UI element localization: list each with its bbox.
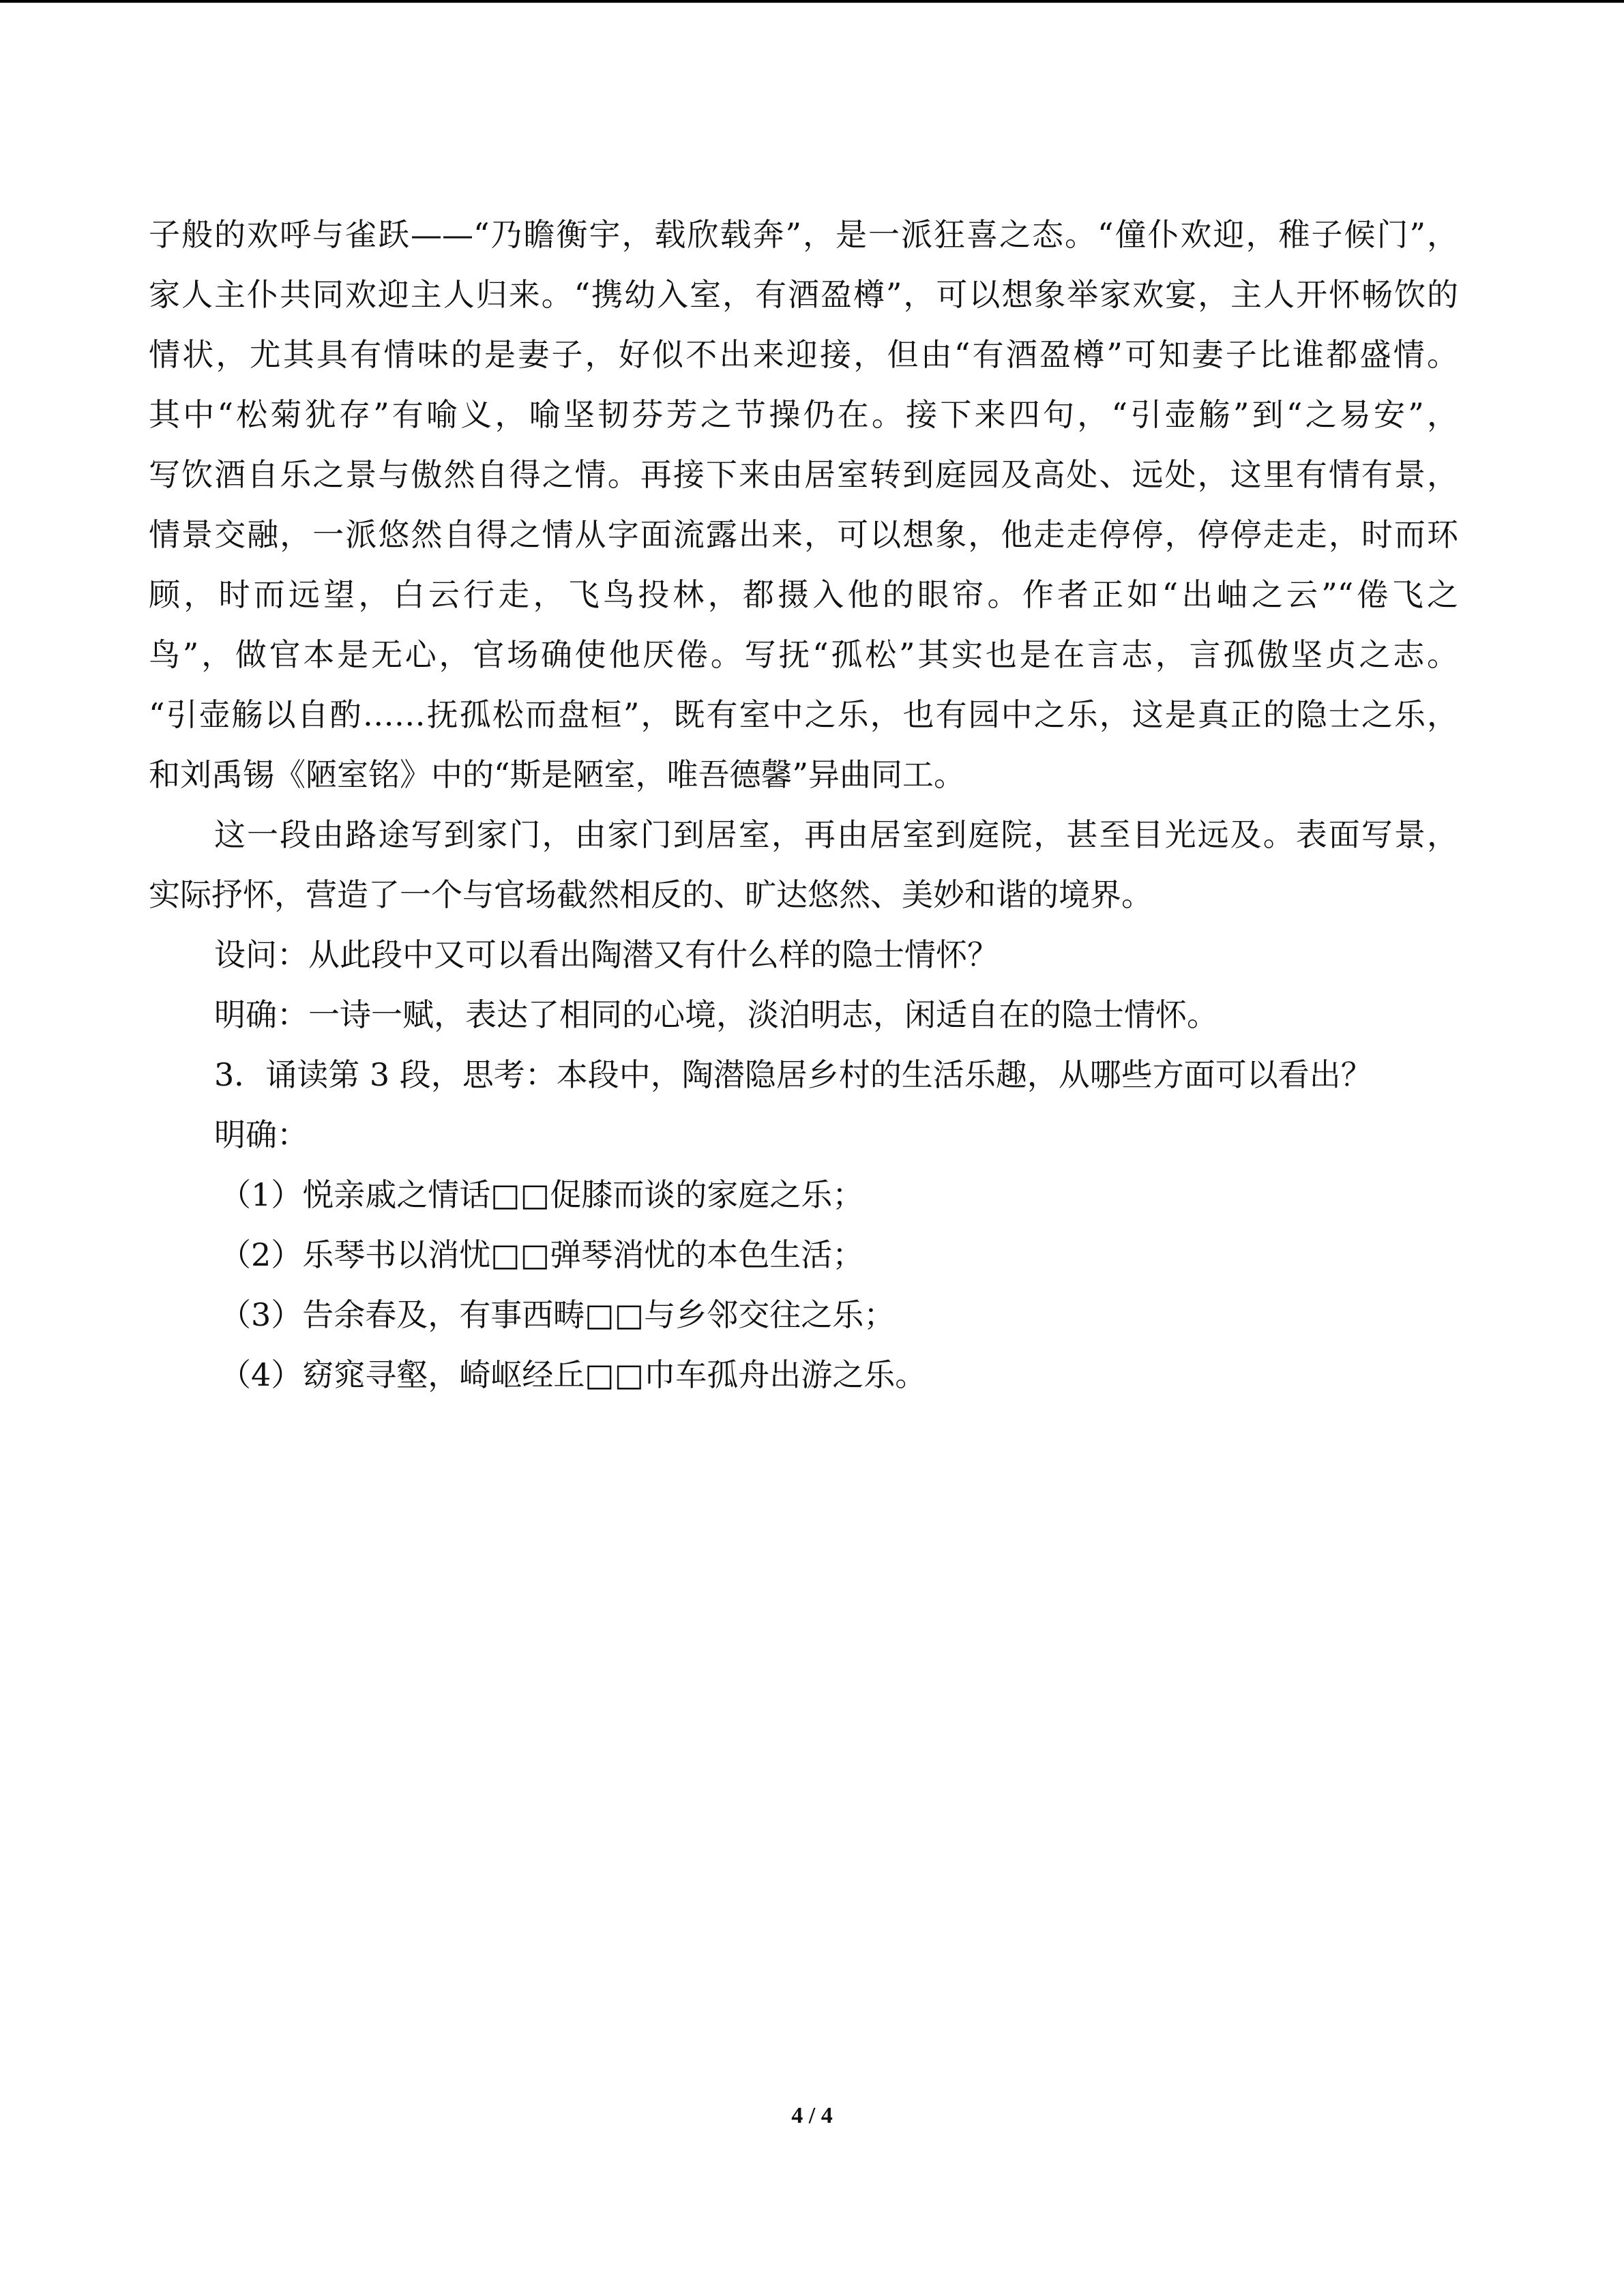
text-line: 情景交融，一派悠然自得之情从字面流露出来，可以想象，他走走停停，停停走走，时而环 (149, 516, 1458, 553)
page-top-border (0, 0, 1624, 3)
text-line: 写饮酒自乐之景与傲然自得之情。再接下来由居室转到庭园及高处、远处，这里有情有景， (149, 456, 1458, 493)
page-number: 4 / 4 (791, 2103, 833, 2128)
list-item: （3）告余春及，有事西畴□□与乡邻交往之乐； (220, 1296, 896, 1333)
exercise-heading: 3．诵读第 3 段，思考：本段中，陶潜隐居乡村的生活乐趣，从哪些方面可以看出？ (214, 1056, 1372, 1093)
list-item: （1）悦亲戚之情话□□促膝而谈的家庭之乐； (220, 1176, 864, 1213)
text-line: 子般的欢呼与雀跃——“乃瞻衡宇，载欣载奔”，是一派狂喜之态。“僮仆欢迎，稚子候门”， (149, 216, 1458, 253)
list-item: （2）乐琴书以消忧□□弹琴消忧的本色生活； (220, 1236, 864, 1273)
text-line: “引壶觞以自酌……抚孤松而盘桓”，既有室中之乐，也有园中之乐，这是真正的隐士之乐， (149, 696, 1458, 733)
text-line: 和刘禹锡《陋室铭》中的“斯是陋室，唯吾德馨”异曲同工。 (149, 756, 966, 793)
list-item: （4）窈窕寻壑，崎岖经丘□□巾车孤舟出游之乐。 (220, 1356, 927, 1393)
text-line: 其中“松菊犹存”有喻义，喻坚韧芬芳之节操仍在。接下来四句，“引壶觞”到“之易安”， (149, 396, 1458, 433)
text-line: 顾，时而远望，白云行走，飞鸟投林，都摄入他的眼帘。作者正如“出岫之云”“倦飞之 (149, 576, 1458, 613)
text-line: 情状，尤其具有情味的是妻子，好似不出来迎接，但由“有酒盈樽”可知妻子比谁都盛情。 (149, 336, 1458, 373)
answer-line: 明确：一诗一赋，表达了相同的心境，淡泊明志，闲适自在的隐士情怀。 (214, 996, 1218, 1033)
answer-label: 明确： (214, 1116, 308, 1153)
text-line: 实际抒怀，营造了一个与官场截然相反的、旷达悠然、美妙和谐的境界。 (149, 876, 1153, 913)
question-line: 设问：从此段中又可以看出陶潜又有什么样的隐士情怀？ (214, 936, 999, 973)
text-line: 鸟”，做官本是无心，官场确使他厌倦。写抚“孤松”其实也是在言志，言孤傲坚贞之志。 (149, 636, 1458, 673)
paragraph-first-line: 这一段由路途写到家门，由家门到居室，再由居室到庭院，甚至目光远及。表面写景， (214, 816, 1458, 853)
text-line: 家人主仆共同欢迎主人归来。“携幼入室，有酒盈樽”，可以想象举家欢宴，主人开怀畅饮的 (149, 276, 1458, 313)
document-body (149, 205, 1458, 1405)
